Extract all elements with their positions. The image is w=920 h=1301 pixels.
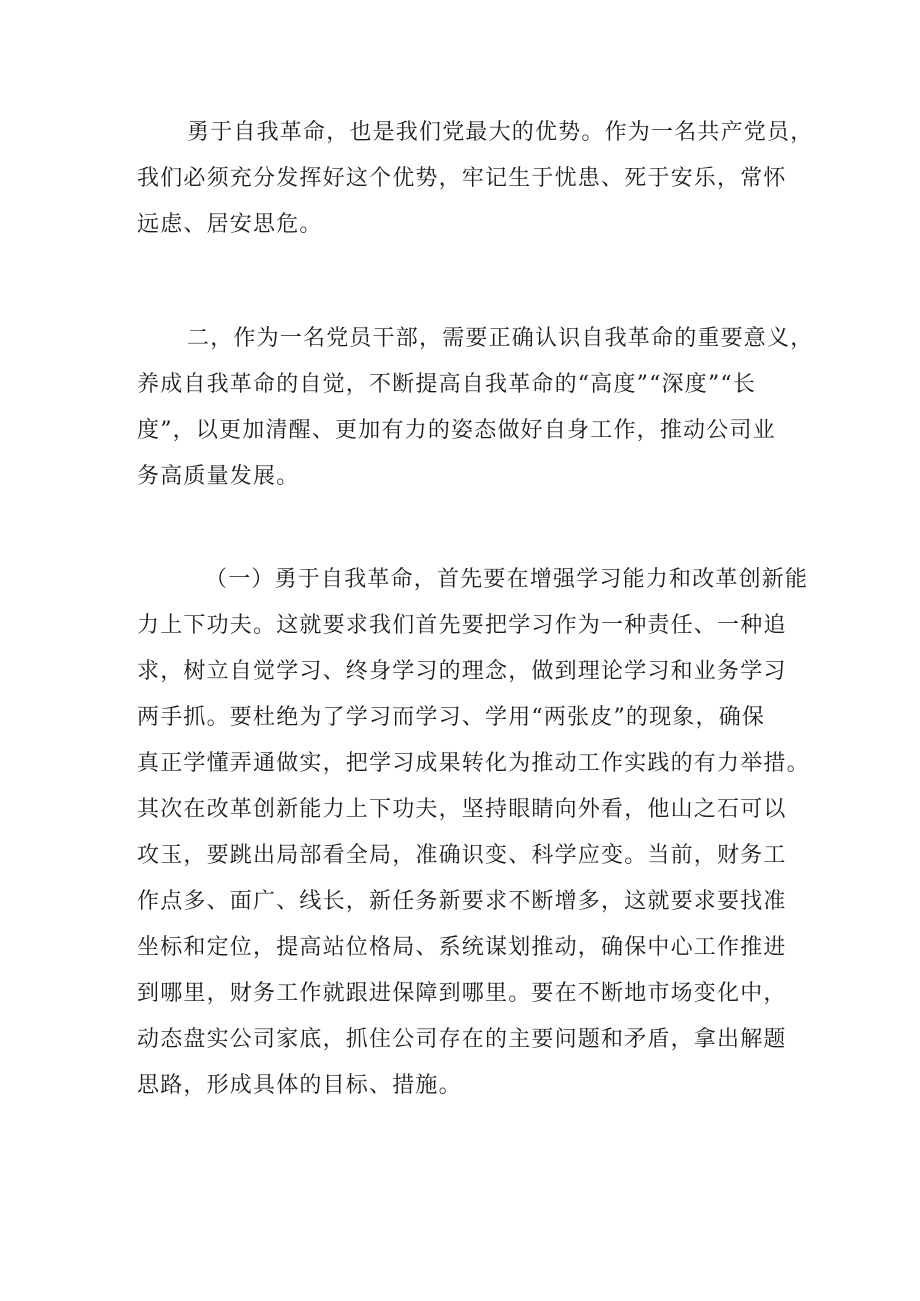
text-line: 两手抓。要杜绝为了学习而学习、学用“两张皮”的现象，确保 [137,705,766,730]
text-line: 度”，以更加清醒、更加有力的姿态做好自身工作，推动公司业 [137,418,776,443]
text-line: 求，树立自觉学习、终身学习的理念，做到理论学习和业务学习 [137,659,787,684]
text-line: 我们必须充分发挥好这个优势，牢记生于忧患、死于安乐，常怀 [137,166,787,191]
text-line: 思路，形成具体的目标、措施。 [137,1073,462,1098]
text-line: 勇于自我革命，也是我们党最大的优势。作为一名共产党员， [187,120,814,145]
paragraph-self-revolution-advantage [137,110,814,248]
text-line: 养成自我革命的自觉，不断提高自我革命的“高度”“深度”“长 [137,372,757,397]
text-line: 真正学懂弄通做实，把学习成果转化为推动工作实践的有力举措。 [137,751,810,776]
text-line: 远虑、居安思危。 [137,212,323,237]
paragraph-section-two [137,316,814,500]
text-line: 其次在改革创新能力上下功夫，坚持眼睛向外看，他山之石可以 [137,797,787,822]
text-line: 力上下功夫。这就要求我们首先要把学习作为一种责任、一种追 [137,613,787,638]
text-line: 攻玉，要跳出局部看全局，准确识变、科学应变。当前，财务工 [137,843,787,868]
text-line: 动态盘实公司家底，抓住公司存在的主要问题和矛盾，拿出解题 [137,1027,787,1052]
text-line: 务高质量发展。 [137,464,300,489]
paragraph-subsection-one [137,557,810,1109]
text-line: 作点多、面广、线长，新任务新要求不断增多，这就要求要找准 [137,889,787,914]
text-line: 二，作为一名党员干部，需要正确认识自我革命的重要意义， [187,326,814,351]
text-line: （一）勇于自我革命，首先要在增强学习能力和改革创新能 [205,567,809,592]
text-line: 坐标和定位，提高站位格局、系统谋划推动，确保中心工作推进 [137,935,787,960]
text-line: 到哪里，财务工作就跟进保障到哪里。要在不断地市场变化中， [137,981,787,1006]
